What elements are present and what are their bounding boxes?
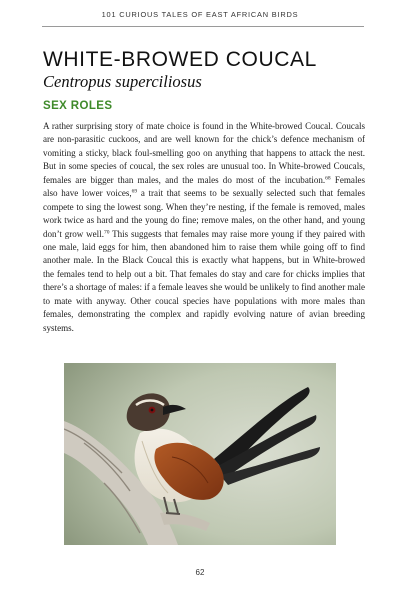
page-number: 62 [195,568,205,577]
coucal-photo [64,363,336,545]
body-line [43,133,365,146]
body-text-run: the females tend to help out a bit. That females do stay and care for chicks implies that [43,268,365,279]
body-line [43,120,365,133]
body-line [43,268,365,281]
body-line [43,322,365,335]
body-line [43,147,365,160]
species-title: WHITE-BROWED COUCAL [43,48,317,71]
body-line [43,308,365,321]
footnote-marker: 68 [325,175,331,182]
body-line [43,295,365,308]
body-line [43,201,365,214]
body-line [43,160,365,173]
body-text-run: females are bigger than males, and the males do most of the incubation. [43,174,326,185]
footnote-marker: 70 [103,229,110,235]
body-line [43,241,365,254]
running-head: 101 CURIOUS TALES OF EAST AFRICAN BIRDS [101,10,299,19]
body-line [43,187,365,200]
body-text-run: Females [330,174,365,185]
body-text-run: there’s a shortage of males: if a female leaves she would be unlikely to find another male [43,282,366,293]
body-text-run: compete to sing the lowest song. When they’re nesting, if the female is removed, males [43,201,365,212]
body-text-run: vomiting a sticky, black foul-smelling goo on anything that happens to attack the nest. [43,147,365,158]
body-text-run: are non-parasitic cuckoos, and are well known for the chick’s defence mechanism of [43,134,365,145]
body-text-run: don’t grow well. [43,228,104,239]
body-paragraph [43,120,365,335]
body-text-run: systems. [43,322,74,333]
footnote-marker: 69 [131,188,138,195]
body-text-run: another male. In the Black Coucal this is exactly what happens, but in White-browed [43,255,365,266]
body-text-run: But in some species of coucal, the sex roles are unusual too. In White-browed Coucals, [43,161,365,172]
body-text-run: females, demonstrating the complex and rapidly evolving nature of avian breeding [43,309,365,320]
body-line [43,254,365,267]
section-heading: SEX ROLES [43,100,113,112]
header-rule [42,26,364,27]
body-line [43,228,365,241]
body-text-run: A rather surprising story of mate choice is found in the White-browed Coucal. Coucals [43,121,365,131]
body-line [43,214,365,227]
body-line [43,281,365,294]
body-text-run: also have lower voices, [43,188,132,199]
body-text-run: to mate with anyway. Other coucal species have populations with more males than [43,295,365,306]
body-text-run: a trait that seems to be sexually selected such that females [137,188,365,199]
scientific-name: Centropus superciliosus [43,72,202,91]
body-text-run: This suggests that females may raise more young if they paired with [109,228,365,239]
body-line [43,174,365,187]
body-text-run: work twice as hard and the young do fine; remove males, on the other hand, and young [43,215,365,226]
body-text-run: one male, laid eggs for him, then abandoned him to raise them while going off to find [43,241,365,252]
